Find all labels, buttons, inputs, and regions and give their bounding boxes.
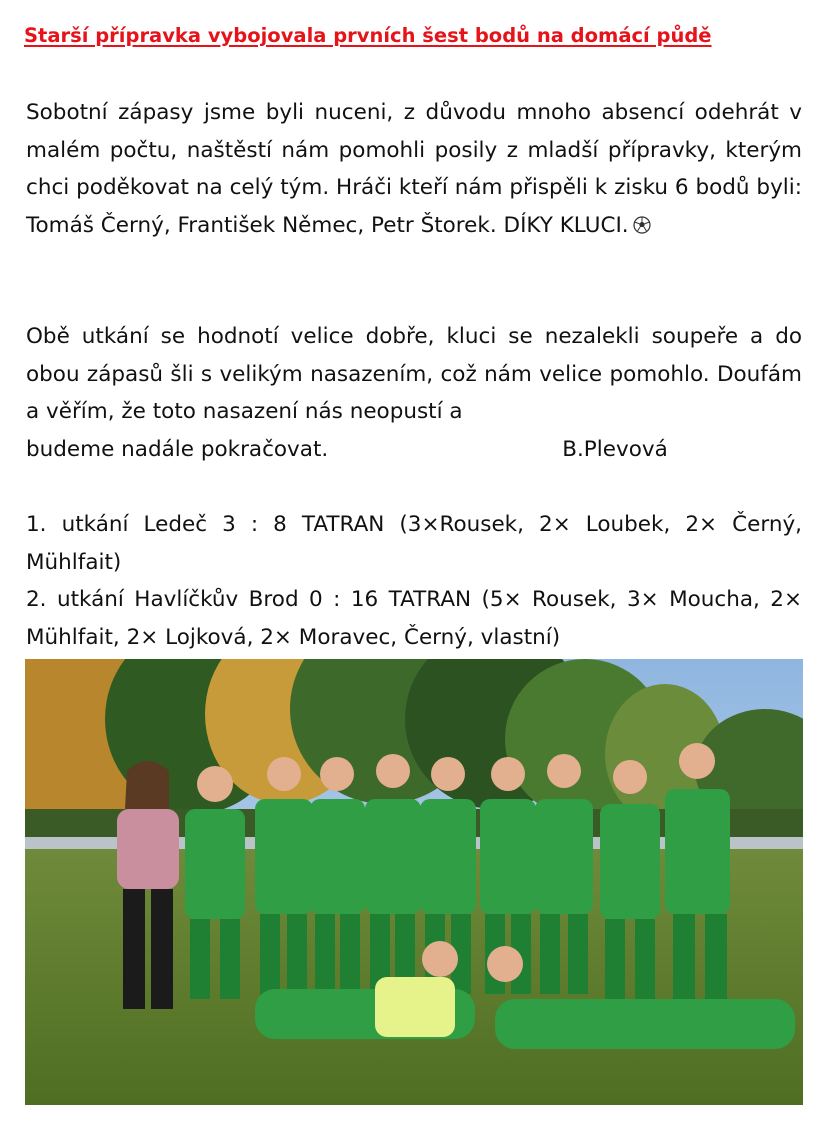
soccer-ball-icon: [633, 209, 651, 227]
paragraph-evaluation: [26, 318, 802, 468]
paragraph-evaluation-text: Obě utkání se hodnotí velice dobře, kluci se nezalekli soupeře a do obou zápasů šli s velikým nasazením, což nám velice pomohlo. Doufám a věřím, že toto nasazení nás neopustí a: [26, 324, 802, 424]
paragraph-intro: [26, 94, 802, 244]
team-photo: [25, 659, 803, 1105]
match-result-2: 2. utkání Havlíčkův Brod 0 : 16 TATRAN (5× Rousek, 3× Moucha, 2× Mühlfait, 2× Lojková, 2× Moravec, Černý, vlastní): [26, 587, 802, 650]
paragraph-intro-text: Sobotní zápasy jsme byli nuceni, z důvodu mnoho absencí odehrát v malém počtu, naštěstí nám pomohli posily z mladší přípravky, kterým chci poděkovat na celý tým. Hráči kteří nám přispěli k zisku 6 bodů byli: Tomáš Černý, František Němec, Petr Štorek. DÍKY KLUCI.: [26, 100, 802, 238]
match-result-1: 1. utkání Ledeč 3 : 8 TATRAN (3×Rousek, 2× Loubek, 2× Černý, Mühlfait): [26, 512, 802, 575]
paragraph-evaluation-last-line: budeme nadále pokračovat.: [26, 436, 329, 462]
author-signature: B.Plevová: [562, 436, 668, 462]
article-headline: Starší přípravka vybojovala prvních šest bodů na domácí půdě: [24, 24, 712, 47]
